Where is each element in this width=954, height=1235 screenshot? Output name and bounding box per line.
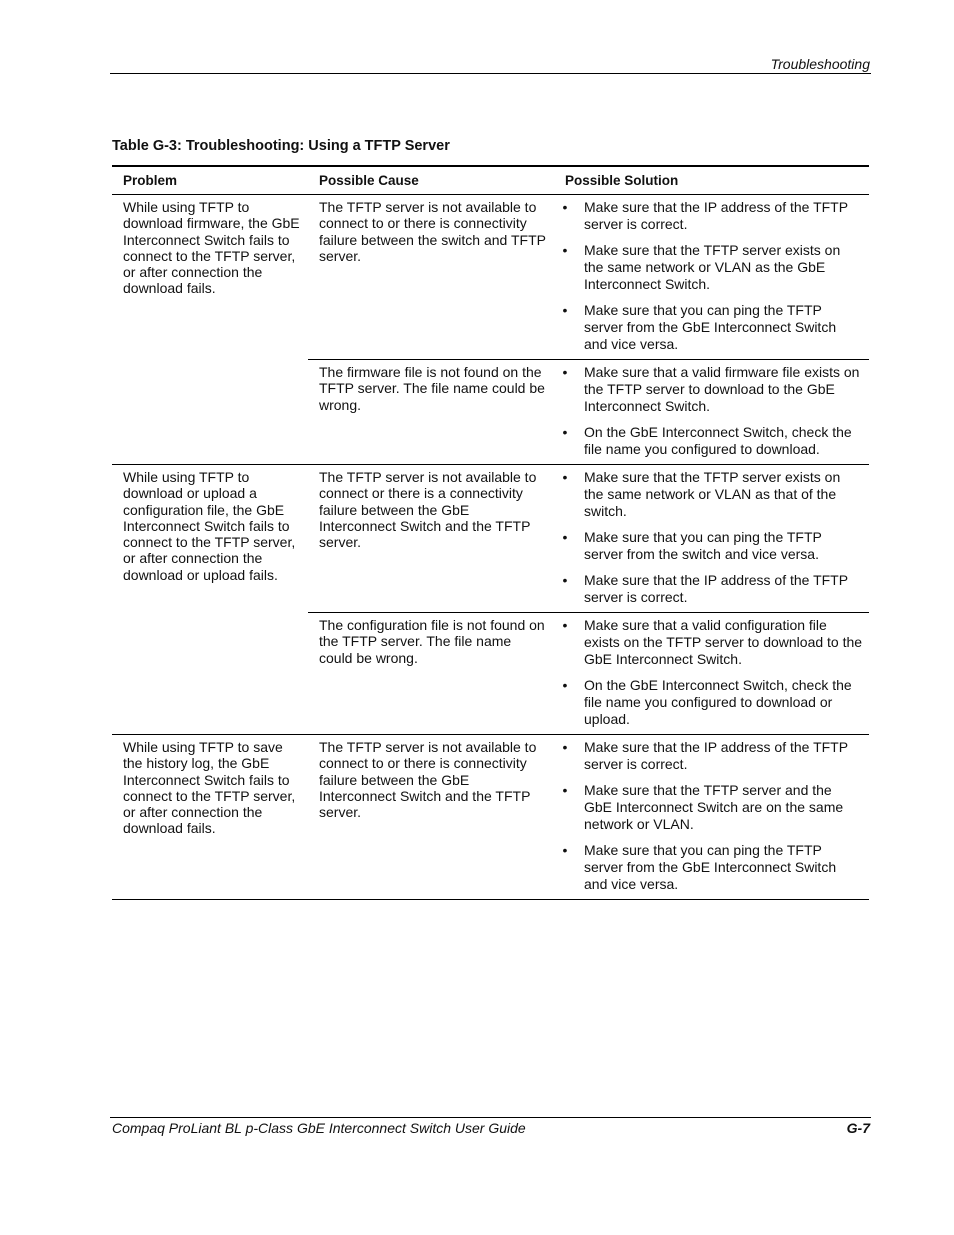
footer-guide-title: Compaq ProLiant BL p-Class GbE Interconnect Switch User Guide — [112, 1120, 526, 1136]
cause-solution-column — [308, 465, 869, 734]
column-header-cause: Possible Cause — [319, 173, 419, 188]
cause-cell: The TFTP server is not available to connect to or there is connectivity failure between the switch and TFTP server. — [319, 199, 546, 264]
bullet-icon: • — [562, 572, 568, 588]
cause-solution-column — [308, 195, 869, 464]
solution-cell — [554, 360, 869, 464]
troubleshooting-table — [112, 165, 869, 900]
solution-list-item — [554, 199, 863, 233]
solution-text: Make sure that you can ping the TFTP server from the GbE Interconnect Switch and vice versa. — [584, 842, 837, 892]
table-caption: Table G-3: Troubleshooting: Using a TFTP Server — [112, 138, 450, 154]
solution-text: Make sure that you can ping the TFTP server from the GbE Interconnect Switch and vice versa. — [584, 302, 837, 352]
column-header-problem: Problem — [123, 173, 178, 188]
cause-cell: The configuration file is not found on the TFTP server. The file name could be wrong. — [319, 617, 545, 666]
bullet-icon: • — [562, 529, 568, 545]
solution-list-item — [554, 469, 863, 520]
bullet-icon: • — [562, 242, 568, 258]
solution-list-item — [554, 617, 863, 668]
solution-list-item — [554, 364, 863, 415]
cause-cell: The TFTP server is not available to connect to or there is connectivity failure between the GbE Interconnect Switch and the TFTP server. — [319, 739, 537, 821]
table-row — [308, 735, 869, 899]
solution-text: Make sure that the TFTP server exists on the same network or VLAN as that of the switch. — [584, 469, 841, 519]
solution-list-item — [554, 782, 863, 833]
problem-cell: While using TFTP to download or upload a configuration file, the GbE Interconnect Switch fails to connect to the TFTP server, or after connection the download or upload fails. — [123, 469, 296, 583]
problem-group — [112, 465, 869, 735]
solution-cell — [554, 613, 869, 734]
footer-page-number: G-7 — [846, 1120, 870, 1136]
solution-text: Make sure that a valid firmware file exists on the TFTP server to download to the GbE Interconnect Switch. — [584, 364, 860, 414]
footer-rule — [110, 1117, 871, 1118]
table-row — [308, 465, 869, 613]
solution-cell — [554, 195, 869, 359]
solution-text: Make sure that the IP address of the TFTP server is correct. — [584, 199, 848, 232]
problem-group — [112, 735, 869, 899]
solution-list-item — [554, 424, 863, 458]
cause-solution-column — [308, 735, 869, 899]
table-row — [308, 613, 869, 734]
table-row — [308, 360, 869, 464]
table-body — [112, 195, 869, 899]
running-header: Troubleshooting — [770, 56, 870, 72]
solution-text: On the GbE Interconnect Switch, check the file name you configured to download or upload. — [584, 677, 852, 727]
problem-cell: While using TFTP to download firmware, the GbE Interconnect Switch fails to connect to the TFTP server, or after connection the download fails. — [123, 199, 300, 297]
bullet-icon: • — [562, 617, 568, 633]
table-header-row — [112, 167, 869, 195]
bullet-icon: • — [562, 677, 568, 693]
bullet-icon: • — [562, 739, 568, 755]
header-rule — [110, 73, 871, 74]
solution-list-item — [554, 302, 863, 353]
column-header-solution: Possible Solution — [565, 173, 679, 188]
cause-cell: The TFTP server is not available to connect or there is a connectivity failure between the GbE Interconnect Switch and the TFTP server. — [319, 469, 537, 551]
problem-group — [112, 195, 869, 465]
solution-list-item — [554, 842, 863, 893]
solution-text: Make sure that a valid configuration file exists on the TFTP server to download to the GbE Interconnect Switch. — [584, 617, 863, 667]
bullet-icon: • — [562, 364, 568, 380]
solution-list-item — [554, 739, 863, 773]
solution-cell — [554, 735, 869, 899]
solution-list-item — [554, 529, 863, 563]
bullet-icon: • — [562, 302, 568, 318]
solution-text: Make sure that the IP address of the TFTP server is correct. — [584, 739, 848, 772]
solution-list-item — [554, 242, 863, 293]
bullet-icon: • — [562, 842, 568, 858]
solution-text: Make sure that the TFTP server exists on the same network or VLAN as the GbE Interconnect Switch. — [584, 242, 841, 292]
solution-list-item — [554, 677, 863, 728]
bullet-icon: • — [562, 424, 568, 440]
bullet-icon: • — [562, 469, 568, 485]
bullet-icon: • — [562, 782, 568, 798]
solution-text: On the GbE Interconnect Switch, check the file name you configured to download. — [584, 424, 852, 457]
problem-cell: While using TFTP to save the history log, the GbE Interconnect Switch fails to connect to the TFTP server, or after connection the download fails. — [123, 739, 296, 837]
bullet-icon: • — [562, 199, 568, 215]
solution-text: Make sure that you can ping the TFTP server from the switch and vice versa. — [584, 529, 822, 562]
table-row — [308, 195, 869, 360]
cause-cell: The firmware file is not found on the TFTP server. The file name could be wrong. — [319, 364, 545, 413]
solution-cell — [554, 465, 869, 612]
solution-list-item — [554, 572, 863, 606]
solution-text: Make sure that the TFTP server and the GbE Interconnect Switch are on the same network or VLAN. — [584, 782, 844, 832]
solution-text: Make sure that the IP address of the TFTP server is correct. — [584, 572, 848, 605]
